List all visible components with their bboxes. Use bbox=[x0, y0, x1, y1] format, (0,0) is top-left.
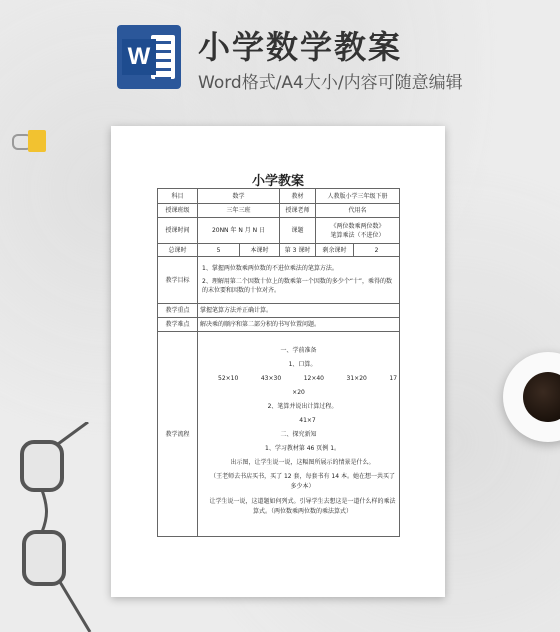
process-line: 出示图，让学生说一说，这幅图所展示的情景是什么。 bbox=[230, 458, 375, 466]
table-row bbox=[158, 332, 400, 537]
this-value: 第 3 课时 bbox=[280, 244, 316, 257]
document-title: 小学教案 bbox=[251, 174, 304, 189]
binder-clip-icon bbox=[12, 128, 48, 154]
class-value: 三年三班 bbox=[198, 204, 280, 218]
topic-line-2: 笔算乘法（不进位） bbox=[330, 231, 385, 239]
goal-item-1: 1、掌握两位数乘两位数的不进位乘法的笔算方法。 bbox=[202, 265, 338, 273]
process-line: 1、口算。 bbox=[288, 360, 317, 368]
table-row bbox=[158, 218, 400, 244]
process-line: 让学生说一说，这道题如何列式。引导学生去想这是一道什么样的乘法算式。（两位数乘两位数的乘法算式） bbox=[209, 498, 396, 516]
teacher-value: 代用名 bbox=[316, 204, 400, 218]
oral-calc-row bbox=[200, 374, 397, 383]
total-value: 5 bbox=[198, 244, 240, 257]
time-value: 20NN 年 N 月 N 日 bbox=[198, 218, 280, 244]
goal-label: 教学目标 bbox=[158, 257, 198, 304]
time-label: 授课时间 bbox=[158, 218, 198, 244]
subject-label: 科目 bbox=[158, 189, 198, 204]
table-row bbox=[158, 304, 400, 318]
coffee-cup-decoration bbox=[503, 352, 560, 442]
topic-value bbox=[316, 218, 400, 244]
calc-item: 43×30 bbox=[260, 374, 282, 382]
goal-value bbox=[198, 257, 400, 304]
table-row bbox=[158, 189, 400, 204]
calc-item: 17 bbox=[389, 374, 398, 382]
process-line: 二、探究新知 bbox=[280, 430, 317, 438]
process-line: 2、笔算并说出计算过程。 bbox=[267, 402, 338, 410]
page-subtitle: Word格式/A4大小/内容可随意编辑 bbox=[198, 73, 463, 93]
subject-value: 数学 bbox=[198, 189, 280, 204]
document-paper bbox=[111, 126, 445, 597]
process-content bbox=[198, 332, 400, 537]
page-title: 小学数学教案 bbox=[198, 28, 403, 66]
remain-value: 2 bbox=[354, 244, 400, 257]
table-row bbox=[158, 244, 400, 257]
textbook-value: 人教版小学三年级下册 bbox=[316, 189, 400, 204]
total-label: 总课时 bbox=[158, 244, 198, 257]
process-line: 一、学前准备 bbox=[280, 346, 317, 354]
this-label: 本课时 bbox=[240, 244, 280, 257]
topic-label: 课题 bbox=[280, 218, 316, 244]
process-line: ×20 bbox=[292, 388, 305, 396]
table-row bbox=[158, 257, 400, 304]
calc-item: 52×10 bbox=[218, 374, 239, 382]
lesson-plan-table bbox=[157, 188, 400, 537]
word-logo bbox=[117, 25, 181, 89]
goal-item-2: 2、理解用第二个因数十位上的数乘第一个因数的多少个“十”，乘得的数的末位要和因数的十位对齐。 bbox=[202, 277, 393, 295]
calc-item: 31×20 bbox=[346, 374, 367, 382]
process-line: （王老师去书店买书，买了 12 套，每套书有 14 本。她在想一共买了多少本） bbox=[210, 472, 395, 490]
remain-label: 剩余课时 bbox=[316, 244, 354, 257]
process-line: 41×7 bbox=[299, 416, 316, 424]
table-row bbox=[158, 204, 400, 218]
topic-line-1: 《两位数乘两位数》 bbox=[330, 222, 385, 230]
difficulty-value: 解决乘的顺序和第二部分积的书写位置问题。 bbox=[198, 318, 400, 332]
difficulty-label: 教学难点 bbox=[158, 318, 198, 332]
teacher-label: 授课老师 bbox=[280, 204, 316, 218]
process-label: 教学流程 bbox=[158, 332, 198, 537]
calc-item: 12×40 bbox=[303, 374, 324, 382]
key-label: 教学重点 bbox=[158, 304, 198, 318]
process-line: 1、学习教材第 46 页例 1。 bbox=[265, 444, 341, 452]
glasses-decoration bbox=[18, 422, 98, 632]
word-letter: W bbox=[122, 39, 156, 75]
key-value: 掌握笔算方法并正确计算。 bbox=[198, 304, 400, 318]
class-label: 授课班级 bbox=[158, 204, 198, 218]
textbook-label: 教材 bbox=[280, 189, 316, 204]
table-row bbox=[158, 318, 400, 332]
